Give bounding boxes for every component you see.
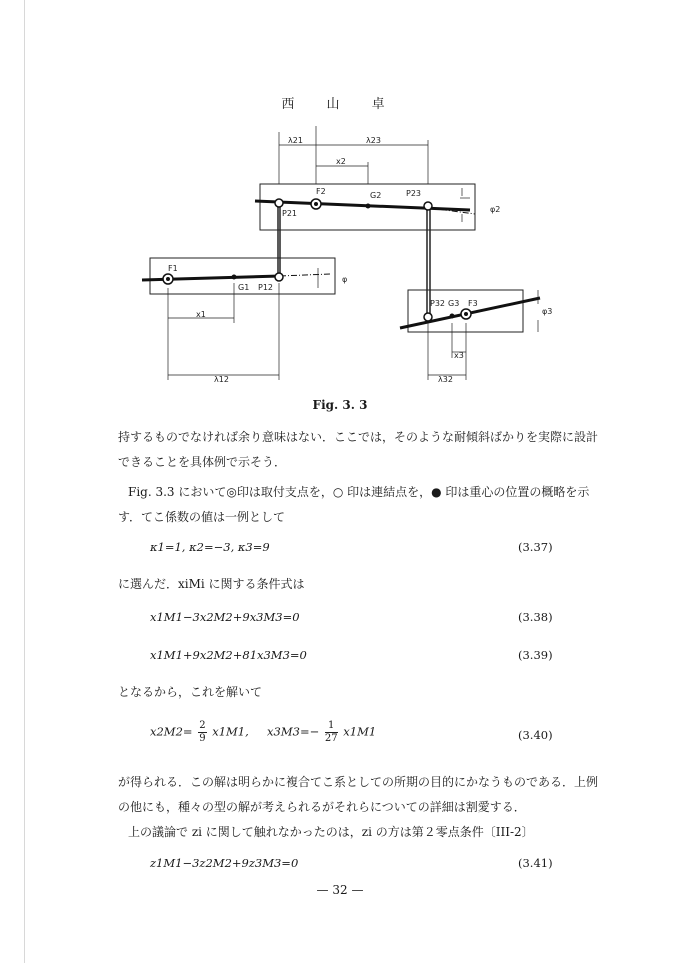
cg-g3 xyxy=(450,314,455,319)
equation-3-41: z1M1−3z2M2+9z3M3=0 xyxy=(150,856,299,870)
figure-caption: Fig. 3. 3 xyxy=(312,398,368,412)
label-G1: G1 xyxy=(238,283,250,292)
paragraph-line: 持するものでなければ余り意味はない．ここでは，そのような耐傾斜ばかりを実際に設計 xyxy=(118,430,599,444)
page-number: — 32 — xyxy=(316,883,364,897)
link-p12 xyxy=(275,273,283,281)
paragraph-line: の他にも，種々の型の解が考えられるがそれらについての詳細は割愛する． xyxy=(118,800,526,814)
fraction: $\frac{1}{27}$ xyxy=(324,720,338,744)
paragraph-line: す．てこ係数の値は一例として xyxy=(118,510,286,524)
label-P32: P32 xyxy=(430,299,446,308)
equation-3-40 xyxy=(150,720,376,745)
equation-3-37: κ1=1, κ2=−3, κ3=9 xyxy=(150,540,270,554)
eq-lhs: x2M2= xyxy=(150,724,193,739)
label-G3: G3 xyxy=(448,299,460,308)
equation-3-39: x1M1+9x2M2+81x3M3=0 xyxy=(150,648,307,662)
link-p32 xyxy=(424,313,432,321)
label-F2: F2 xyxy=(316,187,326,196)
label-G2: G2 xyxy=(370,191,382,200)
label-x3: x3 xyxy=(454,351,464,360)
lever-figure xyxy=(130,118,580,388)
label-phi: φ xyxy=(342,275,348,284)
link-p23 xyxy=(424,202,432,210)
label-P23: P23 xyxy=(406,189,422,198)
equation-3-38: x1M1−3x2M2+9x3M3=0 xyxy=(150,610,300,624)
running-header: 西 山 卓 xyxy=(281,97,399,112)
cg-g2 xyxy=(366,204,371,209)
equation-number: (3.38) xyxy=(518,610,553,624)
label-F1: F1 xyxy=(168,264,178,273)
fraction: $\frac{2}{9}$ xyxy=(199,720,206,744)
label-x1: x1 xyxy=(196,310,206,319)
link-p21 xyxy=(275,199,283,207)
label-phi2: φ2 xyxy=(490,205,501,214)
paragraph-line: Fig. 3.3 において◎印は取付支点を，○ 印は連結点を，● 印は重心の位置の概略を示 xyxy=(128,485,590,499)
page-margin-line xyxy=(24,0,25,963)
paragraph-line: が得られる．この解は明らかに複合てこ系としての所期の目的にかなうものである．上例 xyxy=(118,775,599,789)
paragraph-line: となるから，これを解いて xyxy=(118,685,263,699)
paragraph-line: できることを具体例で示そう． xyxy=(118,455,287,469)
equation-number: (3.41) xyxy=(518,856,553,870)
cg-g1 xyxy=(232,275,237,280)
label-lambda32: λ32 xyxy=(438,375,453,384)
label-x2: x2 xyxy=(336,157,346,166)
paragraph-line: 上の議論で zi に関して触れなかったのは，zi の方は第２零点条件〔III-2〕 xyxy=(128,825,534,839)
eq-mid: x1M1, x3M3=− xyxy=(212,724,320,739)
eq-tail: x1M1 xyxy=(343,724,377,739)
label-P21: P21 xyxy=(282,209,298,218)
equation-number: (3.40) xyxy=(518,728,553,742)
label-lambda23: λ23 xyxy=(366,136,381,145)
label-lambda21: λ21 xyxy=(288,136,303,145)
equation-number: (3.39) xyxy=(518,648,553,662)
label-phi3: φ3 xyxy=(542,307,553,316)
label-P12: P12 xyxy=(258,283,274,292)
label-lambda12: λ12 xyxy=(214,375,229,384)
label-F3: F3 xyxy=(468,299,478,308)
equation-number: (3.37) xyxy=(518,540,553,554)
paragraph-line: に選んだ．xiMi に関する条件式は xyxy=(118,577,305,591)
